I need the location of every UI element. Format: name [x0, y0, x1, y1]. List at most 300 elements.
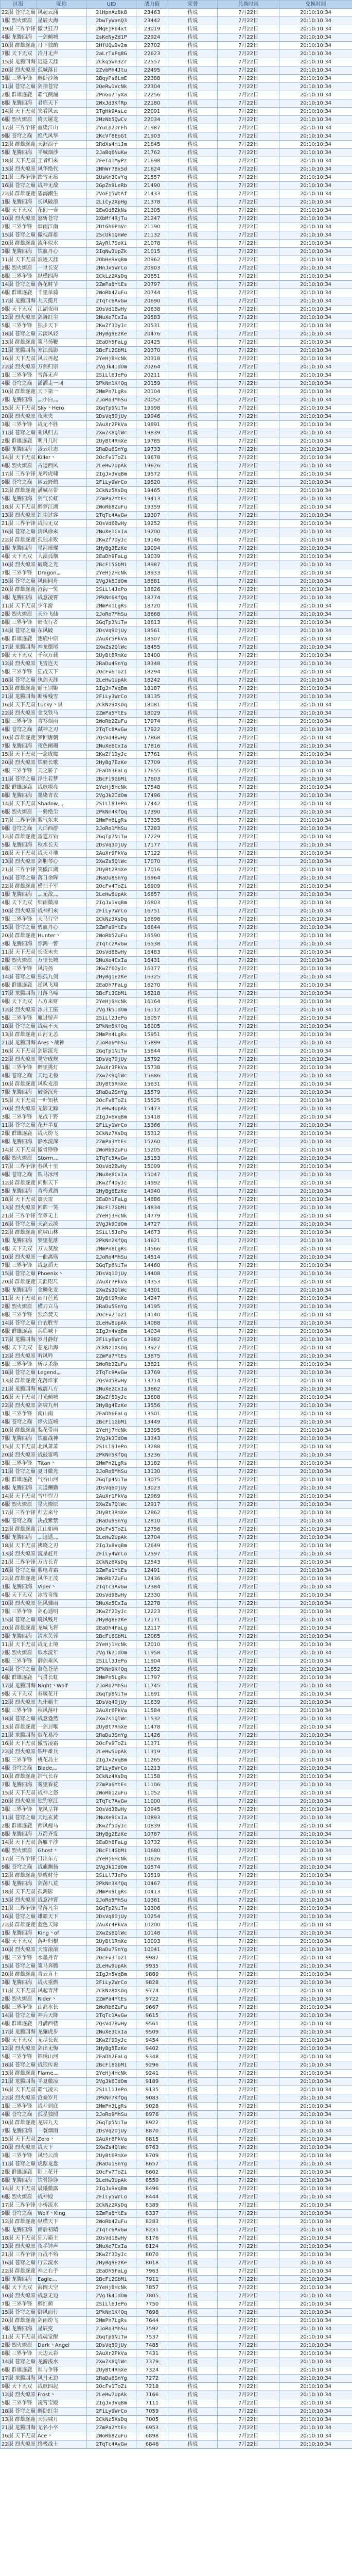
server-cell: 15服 苍穹之巅 [1, 2309, 37, 2317]
power-cell: 19413 [136, 495, 168, 503]
table-row [1, 668, 352, 676]
nickname-cell: 岁月静好 [37, 1336, 87, 1344]
uid-cell: 2AuXr2PkVa [87, 2350, 136, 2358]
table-row [1, 388, 352, 396]
power-cell: 23442 [136, 17, 168, 25]
nickname-cell: 浩气长存 [37, 1773, 87, 1781]
uid-cell: 2GqTp8NiTw [87, 1690, 136, 1699]
table-row [1, 1921, 352, 1929]
power-cell: 14460 [136, 1262, 168, 1270]
honor-cell: 传说 [168, 825, 218, 833]
uid-cell: 2LeHw6UpAk [87, 891, 136, 899]
honor-cell: 传说 [168, 396, 218, 404]
power-cell: 20962 [136, 256, 168, 264]
uid-cell: 2FiLy1WrCo [87, 1122, 136, 1130]
nickname-cell: 似水流年 [37, 1649, 87, 1657]
exchange-time-cell: 20:10:10:34 [279, 338, 352, 347]
exchange-date-cell: 7月22日 [218, 1896, 279, 1905]
exchange-date-cell: 7月22日 [218, 1295, 279, 1303]
honor-cell: 传说 [168, 1641, 218, 1649]
table-row [1, 1361, 352, 1369]
exchange-time-cell: 20:10:10:34 [279, 1427, 352, 1435]
exchange-date-cell: 7月22日 [218, 2226, 279, 2234]
honor-cell: 传说 [168, 380, 218, 388]
nickname-cell: 九州霸主 [37, 1699, 87, 1707]
uid-cell: 2QsVd1BwHy [87, 306, 136, 314]
exchange-date-cell: 7月22日 [218, 701, 279, 709]
honor-cell: 传说 [168, 2317, 218, 2325]
exchange-date-cell: 7月22日 [218, 2020, 279, 2028]
uid-cell: 2UyBt1RmXe [87, 1938, 136, 1946]
power-cell: 12065 [136, 1633, 168, 1641]
power-cell: 15047 [136, 1171, 168, 1179]
uid-cell: 2NuXe5CxIa [87, 1600, 136, 1608]
honor-cell: 传说 [168, 1113, 218, 1122]
uid-cell: 2DsVq4OjUy [87, 1699, 136, 1707]
nickname-cell: 风华绝代 [37, 165, 87, 174]
exchange-time-cell: 20:10:10:34 [279, 1929, 352, 1938]
server-cell: 8服 三界争锋 [1, 619, 37, 627]
honor-cell: 传说 [168, 2086, 218, 2094]
exchange-date-cell: 7月22日 [218, 2078, 279, 2086]
nickname-cell: 月满西楼 [37, 2020, 87, 2028]
server-cell: 17服 龙腾四海 [1, 643, 37, 652]
table-row [1, 2086, 352, 2094]
server-cell: 16服 苍穹之巅 [1, 1567, 37, 1575]
honor-cell: 传说 [168, 273, 218, 281]
power-cell: 18400 [136, 652, 168, 660]
exchange-date-cell: 7月22日 [218, 611, 279, 619]
honor-cell: 传说 [168, 2350, 218, 2358]
nickname-cell: 半城烟沙 [37, 149, 87, 157]
exchange-date-cell: 7月22日 [218, 2061, 279, 2070]
power-cell: 12597 [136, 1550, 168, 1558]
server-cell: 16服 天下无双 [1, 1394, 37, 1402]
table-row [1, 932, 352, 940]
exchange-time-cell: 20:10:10:34 [279, 965, 352, 973]
honor-cell: 传说 [168, 2399, 218, 2408]
table-row [1, 1476, 352, 1484]
exchange-date-cell: 7月22日 [218, 1831, 279, 1839]
table-row [1, 1682, 352, 1690]
honor-cell: 传说 [168, 2152, 218, 2160]
uid-cell: 2CkNz8XsDq [87, 1987, 136, 1995]
power-cell: 11532 [136, 1715, 168, 1723]
uid-cell: 2OcFv1ToZi [87, 454, 136, 462]
uid-cell: 2BcFi3GbMi [87, 990, 136, 998]
exchange-time-cell: 20:10:10:34 [279, 718, 352, 726]
uid-cell: 2TqTc7AvGw [87, 1798, 136, 1806]
exchange-time-cell: 20:10:10:34 [279, 817, 352, 825]
server-cell: 20服 群雄逐鹿 [1, 240, 37, 248]
nickname-cell: 醉卧红尘 [37, 2408, 87, 2416]
nickname-cell: Blade灬 [37, 1765, 87, 1773]
nickname-cell: 战天下 [37, 2144, 87, 2152]
table-row [1, 223, 352, 231]
server-cell: 2服 烈火燎原 [1, 264, 37, 273]
uid-cell: 2NuXe3CxIa [87, 2028, 136, 2037]
exchange-date-cell: 7月22日 [218, 17, 279, 25]
server-cell: 20服 烈火燎原 [1, 2144, 37, 2152]
nickname-cell: 铁骨铮铮 [37, 2177, 87, 2185]
server-cell: 19服 三界争锋 [1, 25, 37, 33]
exchange-date-cell: 7月22日 [218, 1649, 279, 1657]
table-row [1, 1303, 352, 1311]
server-cell: 13服 烈火燎原 [1, 1204, 37, 1212]
exchange-time-cell: 20:10:10:34 [279, 421, 352, 429]
server-cell: 4服 天下无双 [1, 899, 37, 907]
exchange-date-cell: 7月22日 [218, 240, 279, 248]
power-cell: 16590 [136, 932, 168, 940]
table-row [1, 240, 352, 248]
exchange-date-cell: 7月22日 [218, 1550, 279, 1558]
nickname-cell: 灬小白灬 [37, 396, 87, 404]
table-row [1, 1971, 352, 1979]
power-cell: 19998 [136, 404, 168, 413]
table-row [1, 1113, 352, 1122]
nickname-cell: 金戈铁马 [37, 709, 87, 718]
honor-cell: 传说 [168, 1657, 218, 1666]
nickname-cell: 沧海一笑 [37, 586, 87, 594]
nickname-cell: 铁骑长歌 [37, 759, 87, 767]
exchange-time-cell: 20:10:10:34 [279, 709, 352, 718]
honor-cell: 传说 [168, 1188, 218, 1196]
table-row [1, 660, 352, 668]
exchange-time-cell: 20:10:10:34 [279, 2053, 352, 2061]
exchange-time-cell: 20:10:10:34 [279, 569, 352, 578]
uid-cell: 2TqTc6AvGw [87, 2226, 136, 2234]
honor-cell: 传说 [168, 2234, 218, 2243]
nickname-cell: 灬无敌灬 [37, 891, 87, 899]
exchange-time-cell: 20:10:10:34 [279, 775, 352, 784]
exchange-time-cell: 20:10:10:34 [279, 619, 352, 627]
table-row [1, 83, 352, 91]
exchange-date-cell: 7月22日 [218, 767, 279, 775]
honor-cell: 传说 [168, 165, 218, 174]
table-row [1, 2020, 352, 2028]
table-row [1, 874, 352, 883]
nickname-cell: 战旗飘扬 [37, 1863, 87, 1872]
honor-cell: 传说 [168, 973, 218, 981]
table-row [1, 66, 352, 75]
power-cell: 12278 [136, 1600, 168, 1608]
server-cell: 14服 天下无双 [1, 2185, 37, 2193]
honor-cell: 传说 [168, 2292, 218, 2300]
table-row [1, 652, 352, 660]
table-row [1, 1023, 352, 1031]
table-row [1, 124, 352, 132]
table-row [1, 916, 352, 924]
exchange-date-cell: 7月22日 [218, 2004, 279, 2012]
honor-cell: 传说 [168, 190, 218, 198]
honor-cell: 传说 [168, 808, 218, 817]
honor-cell: 传说 [168, 767, 218, 775]
exchange-time-cell: 20:10:10:34 [279, 981, 352, 990]
exchange-date-cell: 7月22日 [218, 479, 279, 487]
server-cell: 18服 苍穹之巅 [1, 1715, 37, 1723]
exchange-date-cell: 7月22日 [218, 1674, 279, 1682]
uid-cell: 2YeHj3HcNk [87, 1212, 136, 1221]
exchange-date-cell: 7月22日 [218, 2028, 279, 2037]
nickname-cell: 天地玄黄 [37, 1814, 87, 1822]
exchange-date-cell: 7月22日 [218, 190, 279, 198]
exchange-time-cell: 20:10:10:34 [279, 2243, 352, 2251]
exchange-date-cell: 7月22日 [218, 718, 279, 726]
table-row [1, 2094, 352, 2103]
uid-cell: 2XwZs3QlWc [87, 1286, 136, 1295]
exchange-date-cell: 7月22日 [218, 404, 279, 413]
nickname-cell: 战魂觉醒 [37, 2333, 87, 2342]
table-row [1, 437, 352, 446]
server-cell: 6服 烈火燎原 [1, 1501, 37, 1509]
uid-cell: 2JoRo3MhSu [87, 2325, 136, 2333]
nickname-cell: 白衣胜雪 [37, 1319, 87, 1328]
exchange-time-cell: 20:10:10:34 [279, 660, 352, 668]
uid-cell: 2JaBq6NuKw [87, 149, 136, 157]
honor-cell: 传说 [168, 2185, 218, 2193]
exchange-date-cell: 7月22日 [218, 825, 279, 833]
exchange-time-cell: 20:10:10:34 [279, 701, 352, 709]
power-cell: 11584 [136, 1707, 168, 1715]
honor-cell: 传说 [168, 1517, 218, 1526]
server-cell: 15服 苍穹之巅 [1, 924, 37, 932]
honor-cell: 传说 [168, 2416, 218, 2424]
server-cell: 1服 龙腾四海 [1, 1237, 37, 1245]
power-cell: 10787 [136, 1831, 168, 1839]
nickname-cell: 烈焰焚天 [37, 1311, 87, 1319]
exchange-date-cell: 7月22日 [218, 1212, 279, 1221]
uid-cell: 2QsVd8BwHy [87, 948, 136, 957]
server-cell: 18服 苍穹之巅 [1, 1023, 37, 1031]
power-cell: 11319 [136, 1748, 168, 1756]
uid-cell: 2TqTc8AvGw [87, 726, 136, 734]
table-row [1, 50, 352, 58]
nickname-cell: 龙啸九天 [37, 2119, 87, 2127]
exchange-time-cell: 20:10:10:34 [279, 322, 352, 330]
table-row [1, 2259, 352, 2267]
nickname-cell: Viper丶 [37, 1583, 87, 1591]
exchange-date-cell: 7月22日 [218, 536, 279, 545]
honor-cell: 传说 [168, 2300, 218, 2309]
uid-cell: 2HyBg3EzKe [87, 545, 136, 553]
exchange-date-cell: 7月22日 [218, 1229, 279, 1237]
nickname-cell: 百战不殆 [37, 2251, 87, 2259]
table-row [1, 248, 352, 256]
uid-cell: 2RaDu1SnYg [87, 2160, 136, 2168]
honor-cell: 传说 [168, 1435, 218, 1443]
exchange-time-cell: 20:10:10:34 [279, 2078, 352, 2086]
uid-cell: 2HyBg1EzKe [87, 973, 136, 981]
server-cell: 1服 三界争锋 [1, 1064, 37, 1072]
exchange-date-cell: 7月22日 [218, 1509, 279, 1517]
power-cell: 11371 [136, 1740, 168, 1748]
nickname-cell: Ares丶战神 [37, 1039, 87, 1047]
exchange-date-cell: 7月22日 [218, 503, 279, 512]
honor-cell: 传说 [168, 1880, 218, 1888]
uid-cell: 2GqTp9NiTw [87, 404, 136, 413]
power-cell: 20052 [136, 396, 168, 404]
exchange-time-cell: 20:10:10:34 [279, 1806, 352, 1814]
nickname-cell: 花开半夏 [37, 1122, 87, 1130]
honor-cell: 传说 [168, 1138, 218, 1146]
exchange-date-cell: 7月22日 [218, 1748, 279, 1756]
power-cell: 20744 [136, 289, 168, 297]
exchange-date-cell: 7月22日 [218, 981, 279, 990]
exchange-date-cell: 7月22日 [218, 784, 279, 792]
honor-cell: 传说 [168, 75, 218, 83]
exchange-time-cell: 20:10:10:34 [279, 1105, 352, 1113]
honor-cell: 传说 [168, 676, 218, 685]
server-cell: 16服 天下无双 [1, 701, 37, 709]
table-row [1, 569, 352, 578]
nickname-cell: 剑雨纷飞 [37, 2317, 87, 2325]
power-cell: 14566 [136, 1245, 168, 1253]
uid-cell: 2SiLl6JePo [87, 371, 136, 380]
uid-cell: 2KwZf3DyJc [87, 2251, 136, 2259]
table-row [1, 767, 352, 775]
power-cell: 12862 [136, 1509, 168, 1517]
server-cell: 17服 三界争锋 [1, 2201, 37, 2210]
uid-cell: 2CkNz4XsDq [87, 1773, 136, 1781]
honor-cell: 传说 [168, 231, 218, 240]
table-row [1, 58, 352, 66]
uid-cell: 2VgJk8IdOm [87, 578, 136, 586]
uid-cell: 2UyBt9RmXe [87, 1295, 136, 1303]
honor-cell: 传说 [168, 1542, 218, 1550]
nickname-cell: 流星赶月 [37, 1550, 87, 1558]
nickname-cell: 兵临城下 [37, 1328, 87, 1336]
table-row [1, 91, 352, 99]
exchange-date-cell: 7月22日 [218, 1328, 279, 1336]
nickname-cell: 明月几时 [37, 437, 87, 446]
server-cell: 21服 龙腾四海 [1, 1732, 37, 1740]
uid-cell: 2LeHw9UpAk [87, 1962, 136, 1971]
table-row [1, 2193, 352, 2201]
exchange-date-cell: 7月22日 [218, 1954, 279, 1962]
server-cell: 21服 三界争锋 [1, 520, 37, 528]
nickname-cell: 梦回唐朝 [37, 734, 87, 742]
table-row [1, 1427, 352, 1435]
exchange-time-cell: 20:10:10:34 [279, 899, 352, 907]
nickname-cell: 纵横天下 [37, 2218, 87, 2226]
exchange-date-cell: 7月22日 [218, 338, 279, 347]
uid-cell: 2VgJk4IdOm [87, 363, 136, 371]
exchange-time-cell: 20:10:10:34 [279, 487, 352, 495]
exchange-date-cell: 7月22日 [218, 1723, 279, 1732]
server-cell: 9服 天下无双 [1, 998, 37, 1006]
exchange-date-cell: 7月22日 [218, 734, 279, 742]
exchange-date-cell: 7月22日 [218, 512, 279, 520]
exchange-time-cell: 20:10:10:34 [279, 767, 352, 775]
server-cell: 16服 天下无双 [1, 355, 37, 363]
power-cell: 21305 [136, 207, 168, 215]
honor-cell: 传说 [168, 742, 218, 751]
exchange-time-cell: 20:10:10:34 [279, 2342, 352, 2350]
table-row [1, 2045, 352, 2053]
uid-cell: 2DsVq2OjUy [87, 2127, 136, 2136]
server-cell: 2服 群雄逐鹿 [1, 784, 37, 792]
exchange-date-cell: 7月22日 [218, 940, 279, 948]
exchange-date-cell: 7月22日 [218, 1319, 279, 1328]
table-row [1, 1995, 352, 2004]
nickname-cell: 孤城落日 [37, 66, 87, 75]
table-row [1, 2012, 352, 2020]
server-cell: 8服 三界争锋 [1, 1311, 37, 1319]
table-row [1, 1179, 352, 1188]
honor-cell: 传说 [168, 1006, 218, 1014]
exchange-date-cell: 7月22日 [218, 1361, 279, 1369]
uid-cell: 2JoRo8MhSu [87, 1468, 136, 1476]
table-row [1, 330, 352, 338]
power-cell: 17816 [136, 742, 168, 751]
table-row [1, 965, 352, 973]
exchange-date-cell: 7月22日 [218, 297, 279, 306]
server-cell: 17服 龙腾四海 [1, 990, 37, 998]
exchange-time-cell: 20:10:10:34 [279, 1657, 352, 1666]
uid-cell: 2CkNz1XsDq [87, 1344, 136, 1352]
power-cell: 12384 [136, 1583, 168, 1591]
table-row [1, 1558, 352, 1567]
column-header-honor: 荣誉 [168, 1, 218, 9]
uid-cell: 2XwZs2QlWc [87, 643, 136, 652]
honor-cell: 传说 [168, 2061, 218, 2070]
uid-cell: 2HyBg9EzKe [87, 2259, 136, 2267]
honor-cell: 传说 [168, 726, 218, 734]
exchange-time-cell: 20:10:10:34 [279, 2045, 352, 2053]
table-row [1, 1938, 352, 1946]
table-row [1, 2276, 352, 2284]
uid-cell: 2EaDh2FaLg [87, 2053, 136, 2061]
uid-cell: 2WoRb6ZuFu [87, 2004, 136, 2012]
server-cell: 9服 苍穹之巅 [1, 1517, 37, 1526]
uid-cell: 2ZmPa1YtEs [87, 1567, 136, 1575]
exchange-date-cell: 7月22日 [218, 1616, 279, 1624]
exchange-date-cell: 7月22日 [218, 1006, 279, 1014]
power-cell: 9083 [136, 2094, 168, 2103]
power-cell: 17868 [136, 734, 168, 742]
exchange-time-cell: 20:10:10:34 [279, 2333, 352, 2342]
power-cell: 7166 [136, 2391, 168, 2399]
exchange-date-cell: 7月22日 [218, 2358, 279, 2366]
nickname-cell: 神兵天降 [37, 2012, 87, 2020]
honor-cell: 传说 [168, 2391, 218, 2399]
exchange-date-cell: 7月22日 [218, 1245, 279, 1253]
exchange-date-cell: 7月22日 [218, 957, 279, 965]
table-row [1, 973, 352, 981]
exchange-date-cell: 7月22日 [218, 289, 279, 297]
exchange-date-cell: 7月22日 [218, 726, 279, 734]
nickname-cell: 星河璀璨 [37, 545, 87, 553]
power-cell: 15205 [136, 1146, 168, 1155]
power-cell: 17442 [136, 800, 168, 808]
exchange-date-cell: 7月22日 [218, 520, 279, 528]
nickname-cell: 晓风残月 [37, 1616, 87, 1624]
table-row [1, 1319, 352, 1328]
server-cell: 9服 天下无双 [1, 1344, 37, 1352]
nickname-cell: 逍遥天涯 [37, 58, 87, 66]
uid-cell: 2VgJk5IdOm [87, 1006, 136, 1014]
uid-cell: 2CkNz9XsDq [87, 701, 136, 709]
uid-cell: 2YeHj9HcNk [87, 998, 136, 1006]
nickname-cell: 清风徐来 [37, 528, 87, 536]
uid-cell: 2LeHw2UpAk [87, 1534, 136, 1542]
table-row [1, 1196, 352, 1204]
exchange-time-cell: 20:10:10:34 [279, 685, 352, 693]
exchange-date-cell: 7月22日 [218, 1600, 279, 1608]
exchange-date-cell: 7月22日 [218, 174, 279, 182]
table-row [1, 1575, 352, 1583]
honor-cell: 传说 [168, 940, 218, 948]
